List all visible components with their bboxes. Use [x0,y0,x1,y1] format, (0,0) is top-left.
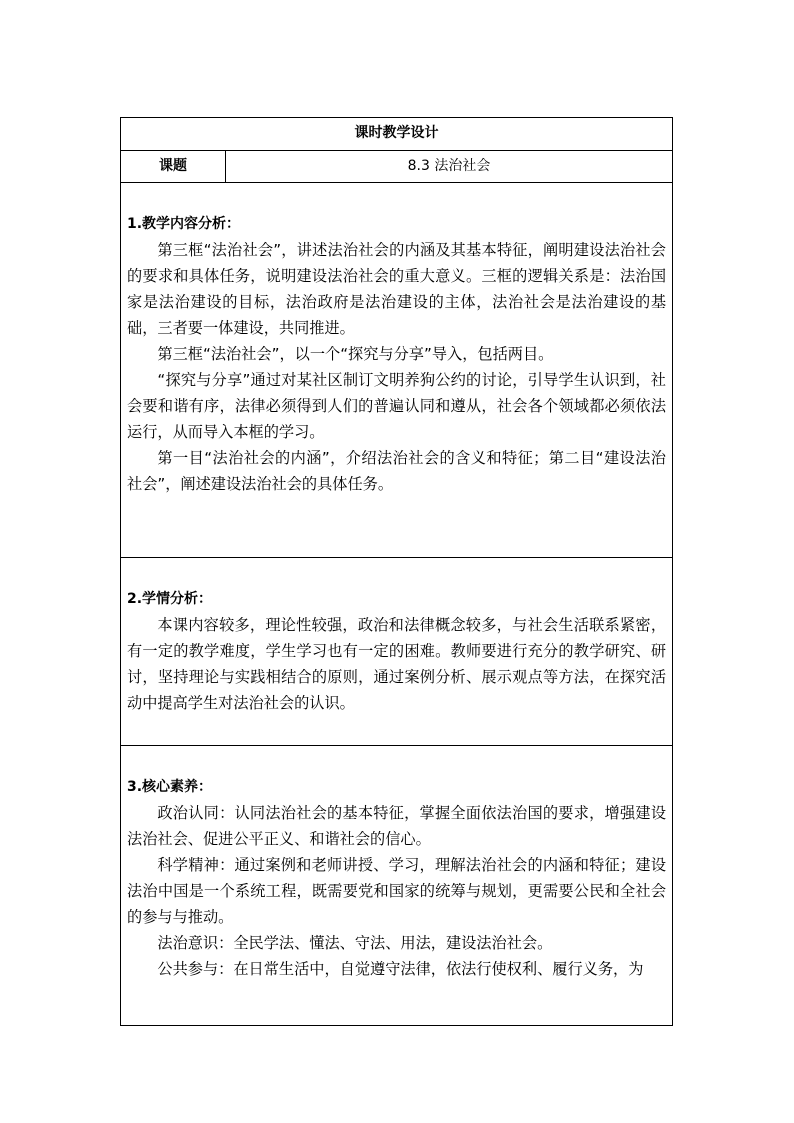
paragraph: 第一目“法治社会的内涵”，介绍法治社会的含义和特征；第二目“建设法治社会”，阐述建设法治社会的具体任务。 [127,449,666,493]
paragraph: 法治意识：全民学法、懂法、守法、用法，建设法治社会。 [157,934,553,952]
table-title: 课时教学设计 [121,118,672,151]
section-core-literacy [121,746,672,1025]
topic-label: 课题 [121,151,226,182]
paragraph: 第三框“法治社会”，讲述法治社会的内涵及其基本特征，阐明建设法治社会的要求和具体任务，说明建设法治社会的重大意义。三框的逻辑关系是：法治国家是法治建设的目标，法治政府是法治建设的主体，法治社会是法治建设的基础，三者要一体建设，共同推进。 [127,241,666,337]
section-student-analysis [121,558,672,746]
section-heading: 3.核心素养： [127,779,213,795]
section-heading: 1.教学内容分析： [127,216,241,232]
section-heading: 2.学情分析： [127,591,213,607]
topic-value: 8.3 法治社会 [407,158,491,174]
section-content-analysis [121,183,672,558]
topic-row [121,151,672,183]
paragraph: 第三框“法治社会”，以一个“探究与分享”导入，包括两目。 [157,345,554,363]
paragraph: 公共参与：在日常生活中，自觉遵守法律，依法行使权利、履行义务，为 [157,960,644,978]
paragraph: 政治认同：认同法治社会的基本特征，掌握全面依法治国的要求，增强建设法治社会、促进公平正义、和谐社会的信心。 [127,804,666,848]
lesson-design-table [120,117,673,1026]
paragraph: 科学精神：通过案例和老师讲授、学习，理解法治社会的内涵和特征；建设法治中国是一个系统工程，既需要党和国家的统筹与规划，更需要公民和全社会的参与与推动。 [127,856,666,926]
paragraph: 本课内容较多，理论性较强，政治和法律概念较多，与社会生活联系紧密，有一定的教学难度，学生学习也有一定的困难。教师要进行充分的教学研究、研讨，坚持理论与实践相结合的原则，通过案例分析、展示观点等方法，在探究活动中提高学生对法治社会的认识。 [127,616,666,712]
paragraph: “探究与分享”通过对某社区制订文明养狗公约的讨论，引导学生认识到，社会要和谐有序，法律必须得到人们的普遍认同和遵从，社会各个领域都必须依法运行，从而导入本框的学习。 [127,371,666,441]
